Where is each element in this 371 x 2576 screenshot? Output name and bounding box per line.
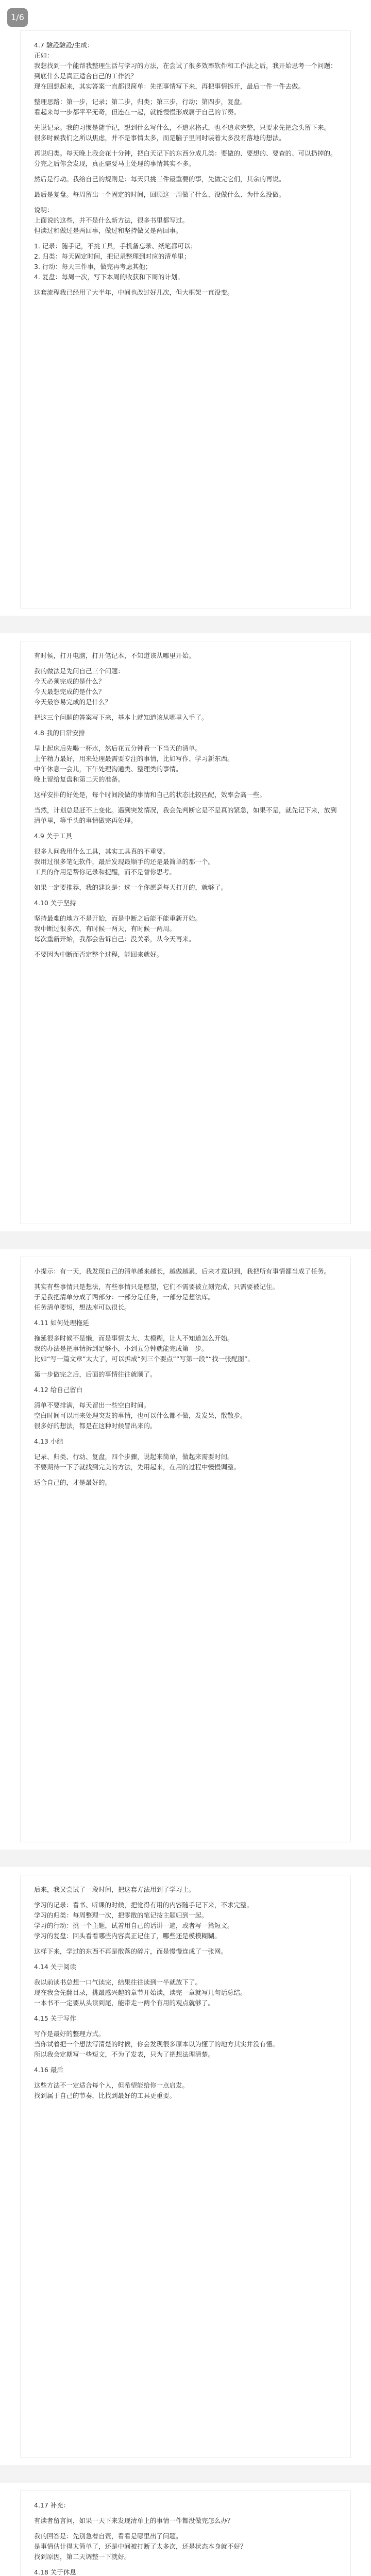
paragraph-spacer [21, 1447, 350, 1452]
article-paragraph: 工具的作用是帮你记录和提醒，而不是替你思考。 [34, 868, 176, 876]
article-paragraph: 很多好的想法，都是在这种时候冒出来的。 [34, 1422, 157, 1430]
article-paragraph: 4.15 关于写作 [34, 2014, 76, 2022]
article-panel-4 [21, 1875, 350, 2458]
paragraph-spacer [21, 2075, 350, 2080]
article-paragraph: 今天必须完成的是什么？ [34, 677, 105, 685]
article-paragraph: 中午休息一会儿，下午处理沟通类、整理类的事情。 [34, 765, 182, 773]
paragraph-spacer [21, 723, 350, 728]
article-paragraph: 上午精力最好，用来处理最需要专注的事情，比如写作、学习新东西。 [34, 755, 234, 762]
panel-separator [0, 1850, 371, 1867]
paragraph-spacer [21, 2526, 350, 2531]
article-paragraph: 这套流程我已经用了大半年，中间也改过好几次，但大框架一直没变。 [34, 289, 234, 296]
article-paragraph: 写作是最好的整理方式。 [34, 2030, 105, 2038]
paragraph-spacer [21, 184, 350, 190]
paragraph-spacer [21, 1395, 350, 1400]
paragraph-spacer [21, 1431, 350, 1436]
article-paragraph: 学习的复盘：回头看看哪些内容真正记住了，哪些还是模模糊糊。 [34, 1932, 221, 1940]
paragraph-spacer [21, 800, 350, 805]
article-paragraph: 看起来每一步都平平无奇，但连在一起，就能慢慢形成属于自己的节奏。 [34, 108, 241, 116]
paragraph-spacer [21, 944, 350, 950]
article-paragraph: 今天最容易完成的是什么？ [34, 698, 112, 706]
article-paragraph: 4.18 关于休息 [34, 2568, 76, 2576]
article-paragraph: 正如： [34, 52, 54, 59]
article-paragraph: 然后是行动。我给自己的规则是：每天只挑三件最重要的事，先做完它们，其余的再说。 [34, 175, 285, 183]
paragraph-spacer [21, 2008, 350, 2013]
article-paragraph: 我想找到一个能帮我整理生活与学习的方法，在尝试了很多效率软件和工作法之后，我开始思考一个问题：到底什么是真正适合自己的工作流？ [34, 62, 337, 80]
article-paragraph: 学习的行动：挑一个主题，试着用自己的话讲一遍，或者写一篇短文。 [34, 1922, 234, 1929]
article-paragraph: 其实有些事情只是想法，有些事情只是愿望，它们不需要被立刻完成，只需要被记住。 [34, 1283, 279, 1291]
article-paragraph: 4.16 最后 [34, 2066, 63, 2074]
article-paragraph: 4.11 如何处理拖延 [34, 1319, 89, 1327]
article-paragraph: 把这三个问题的答案写下来，基本上就知道该从哪里入手了。 [34, 714, 208, 721]
paragraph-spacer [21, 1957, 350, 1962]
article-paragraph: 学习的归类：每周整理一次，把零散的笔记按主题归到一起。 [34, 1911, 208, 1919]
paragraph-spacer [21, 92, 350, 97]
paragraph-spacer [21, 2024, 350, 2029]
article-paragraph: 再说归类。每天晚上我会花十分钟，把白天记下的东西分成几类：要做的、要想的、要查的、可以扔掉的。 [34, 149, 337, 157]
article-paragraph: 1. 记录：随手记，不挑工具，手机备忘录、纸笔都可以； [34, 242, 197, 250]
paragraph-spacer [21, 826, 350, 831]
paragraph-spacer [21, 282, 350, 287]
paragraph-spacer [21, 169, 350, 174]
article-paragraph: 记录、归类、行动、复盘，四个步骤，说起来简单，做起来需要时间。 [34, 1453, 234, 1461]
article-paragraph: 分完之后你会发现，真正需要马上处理的事情其实不多。 [34, 160, 195, 167]
article-paragraph: 当你试着把一个想法写清楚的时候，你会发现很多原本以为懂了的地方其实并没有懂。 [34, 2040, 279, 2048]
article-paragraph: 第一步做完之后，后面的事情往往就顺了。 [34, 1370, 157, 1378]
article-paragraph: 很多时候我们之所以焦虑，并不是事情太多，而是脑子里同时装着太多没有落地的想法。 [34, 134, 285, 142]
paragraph-spacer [21, 2562, 350, 2567]
paragraph-spacer [21, 2060, 350, 2065]
article-panel-3 [21, 1257, 350, 1842]
panel-separator [0, 616, 371, 633]
paragraph-spacer [21, 1941, 350, 1946]
panel-body [21, 2500, 350, 2576]
paragraph-spacer [21, 661, 350, 666]
paragraph-spacer [21, 1972, 350, 1977]
article-paragraph: 空白时间可以用来处理突发的事情，也可以什么都不做，发发呆，散散步。 [34, 1412, 247, 1419]
article-paragraph: 这样安排的好处是，每个时间段做的事情和自己的状态比较匹配，效率会高一些。 [34, 791, 266, 799]
article-paragraph: 整理思路：第一步，记录；第二步，归类；第三步，行动；第四步，复盘。 [34, 98, 247, 106]
article-paragraph: 最后是复盘。每周留出一个固定的时间，回顾这一周做了什么、没做什么、为什么没做。 [34, 191, 285, 198]
paragraph-spacer [21, 893, 350, 898]
article-paragraph: 4.12 给自己留白 [34, 1386, 83, 1394]
article-paragraph: 任务清单要短，想法库可以很长。 [34, 1303, 131, 1311]
article-paragraph: 清单不要排满，每天留出一些空白时间。 [34, 1401, 150, 1409]
article-paragraph: 学习的记录：看书、听课的时候，把觉得有用的内容随手记下来，不求完整。 [34, 1901, 254, 1909]
paragraph-spacer [21, 785, 350, 790]
paragraph-spacer [21, 738, 350, 743]
article-paragraph: 我用过很多笔记软件，最后发现最顺手的还是最简单的那一个。 [34, 858, 215, 866]
paragraph-spacer [21, 2511, 350, 2516]
article-paragraph: 4.8 我的日常安排 [34, 729, 85, 737]
paragraph-spacer [21, 1895, 350, 1900]
article-paragraph: 3. 行动：每天三件事，做完再考虑其他； [34, 263, 152, 270]
panel-body [21, 1885, 350, 2101]
article-paragraph: 小提示：有一天，我发现自己的清单越来越长，越做越累，后来才意识到，我把所有事情都当成了任务。 [34, 1267, 331, 1275]
article-paragraph: 后来，我又尝试了一段时间，把这套方法用到了学习上。 [34, 1886, 195, 1893]
article-paragraph: 这些方法不一定适合每个人，但希望能给你一点启发。 [34, 2081, 189, 2089]
article-paragraph: 我以前读书总想一口气读完，结果往往读到一半就放下了。 [34, 1978, 202, 1986]
paragraph-spacer [21, 707, 350, 713]
article-paragraph: 现在我会先翻目录，挑最感兴趣的章节开始读，读完一章就写几句话总结。 [34, 1989, 247, 1996]
paragraph-spacer [21, 908, 350, 913]
article-paragraph: 每次重新开始，我都会告诉自己：没关系，从今天再来。 [34, 935, 195, 943]
article-paragraph: 我的做法是先问自己三个问题： [34, 667, 125, 675]
paragraph-spacer [21, 143, 350, 148]
paragraph-spacer [21, 200, 350, 205]
article-paragraph: 4.9 关于工具 [34, 832, 72, 840]
article-paragraph: 早上起床后先喝一杯水，然后花五分钟看一下当天的清单。 [34, 744, 202, 752]
panel-body [21, 1266, 350, 1488]
article-paragraph: 找到属于自己的节奏，比找到最好的工具更重要。 [34, 2092, 176, 2099]
article-paragraph: 4.7 驗證驗證/生成： [34, 41, 94, 49]
panel-separator [0, 1231, 371, 1249]
article-paragraph: 当然，计划总是赶不上变化。遇到突发情况，我会先判断它是不是真的紧急，如果不是，就先记下来，放到清单里，等手头的事情做完再处理。 [34, 806, 337, 824]
paragraph-spacer [21, 1313, 350, 1318]
article-panel-5 [21, 2491, 350, 2576]
paragraph-spacer [21, 841, 350, 846]
article-paragraph: 上面说的这些，并不是什么新方法，很多书里都写过。 [34, 216, 189, 224]
article-paragraph: 拖延很多时候不是懒，而是事情太大、太模糊，让人不知道怎么开始。 [34, 1334, 234, 1342]
article-paragraph: 我的办法是把事情拆到足够小，小到五分钟就能完成第一步。 [34, 1345, 208, 1352]
article-paragraph: 晚上留给复盘和第二天的准备。 [34, 775, 125, 783]
article-paragraph: 有时候，打开电脑，打开笔记本，不知道该从哪里开始。 [34, 652, 195, 659]
article-paragraph: 但读过和做过是两回事，做过和坚持做又是两回事。 [34, 227, 182, 234]
article-paragraph: 于是我把清单分成了两部分：一部分是任务，一部分是想法库。 [34, 1293, 215, 1301]
paragraph-spacer [21, 1380, 350, 1385]
article-paragraph: 所以我会定期写一些短文，不为了发表，只为了把想法理清楚。 [34, 2050, 215, 2058]
paragraph-spacer [21, 1472, 350, 1478]
panel-body [21, 40, 350, 298]
paragraph-spacer [21, 117, 350, 123]
article-paragraph: 4.14 关于阅读 [34, 1963, 76, 1971]
article-paragraph: 4. 复盘：每周一次，写下本周的收获和下周的计划。 [34, 273, 184, 281]
article-paragraph: 是事情估计得太简单了，还是中间被打断了太多次，还是状态本身就不好？ [34, 2543, 247, 2550]
paragraph-spacer [21, 236, 350, 241]
article-paragraph: 说明： [34, 206, 54, 214]
article-paragraph: 我的回答是：先别急着自责，看看是哪里出了问题。 [34, 2532, 182, 2540]
page-indicator-badge: 1/6 [7, 8, 28, 27]
article-paragraph: 适合自己的，才是最好的。 [34, 1479, 112, 1486]
article-paragraph: 这样下来，学过的东西不再是散落的碎片，而是慢慢连成了一张网。 [34, 1947, 228, 1955]
article-paragraph: 先说记录。我的习惯是随手记，想到什么写什么，不追求格式，也不追求完整，只要求先把念头留下来。 [34, 124, 331, 131]
article-paragraph: 不要期待一下子就找到完美的方法，先用起来，在用的过程中慢慢调整。 [34, 1463, 241, 1471]
article-paragraph: 现在回想起来，其实答案一直都很简单：先把事情写下来，再把事情拆开，最后一件一件去做。 [34, 82, 305, 90]
article-paragraph: 今天最想完成的是什么？ [34, 688, 105, 696]
article-paragraph: 有读者留言问，如果一天下来发现清单上的事情一件都没做完怎么办？ [34, 2517, 234, 2524]
article-paragraph: 4.13 小结 [34, 1437, 63, 1445]
article-paragraph: 2. 归类：每天固定时间，把记录整理到对应的清单里； [34, 252, 191, 260]
paragraph-spacer [21, 1277, 350, 1282]
panel-body [21, 651, 350, 960]
paragraph-spacer [21, 1364, 350, 1369]
panel-separator [0, 2465, 371, 2483]
article-panel-2 [21, 641, 350, 1224]
article-paragraph: 不要因为中断而否定整个过程，能回来就好。 [34, 951, 163, 958]
article-paragraph: 4.17 补充： [34, 2501, 70, 2509]
paragraph-spacer [21, 1328, 350, 1333]
article-panel-1 [21, 31, 350, 608]
article-paragraph: 4.10 关于坚持 [34, 899, 76, 907]
article-paragraph: 一本书不一定要从头读到尾，能带走一两个有用的观点就够了。 [34, 1999, 215, 2007]
paragraph-spacer [21, 877, 350, 883]
article-paragraph: 我中断过很多次，有时候一两天，有时候一两周。 [34, 925, 176, 933]
article-paragraph: 如果一定要推荐，我的建议是：选一个你愿意每天打开的，就够了。 [34, 884, 228, 891]
article-paragraph: 坚持最难的地方不是开始，而是中断之后能不能重新开始。 [34, 914, 202, 922]
article-paragraph: 找到原因，第二天调整一下就好。 [34, 2553, 131, 2561]
article-paragraph: 比如“写一篇文章”太大了，可以拆成“列三个要点”“写第一段”“找一张配图”。 [34, 1355, 254, 1363]
article-paragraph: 很多人问我用什么工具，其实工具真的不重要。 [34, 848, 170, 855]
